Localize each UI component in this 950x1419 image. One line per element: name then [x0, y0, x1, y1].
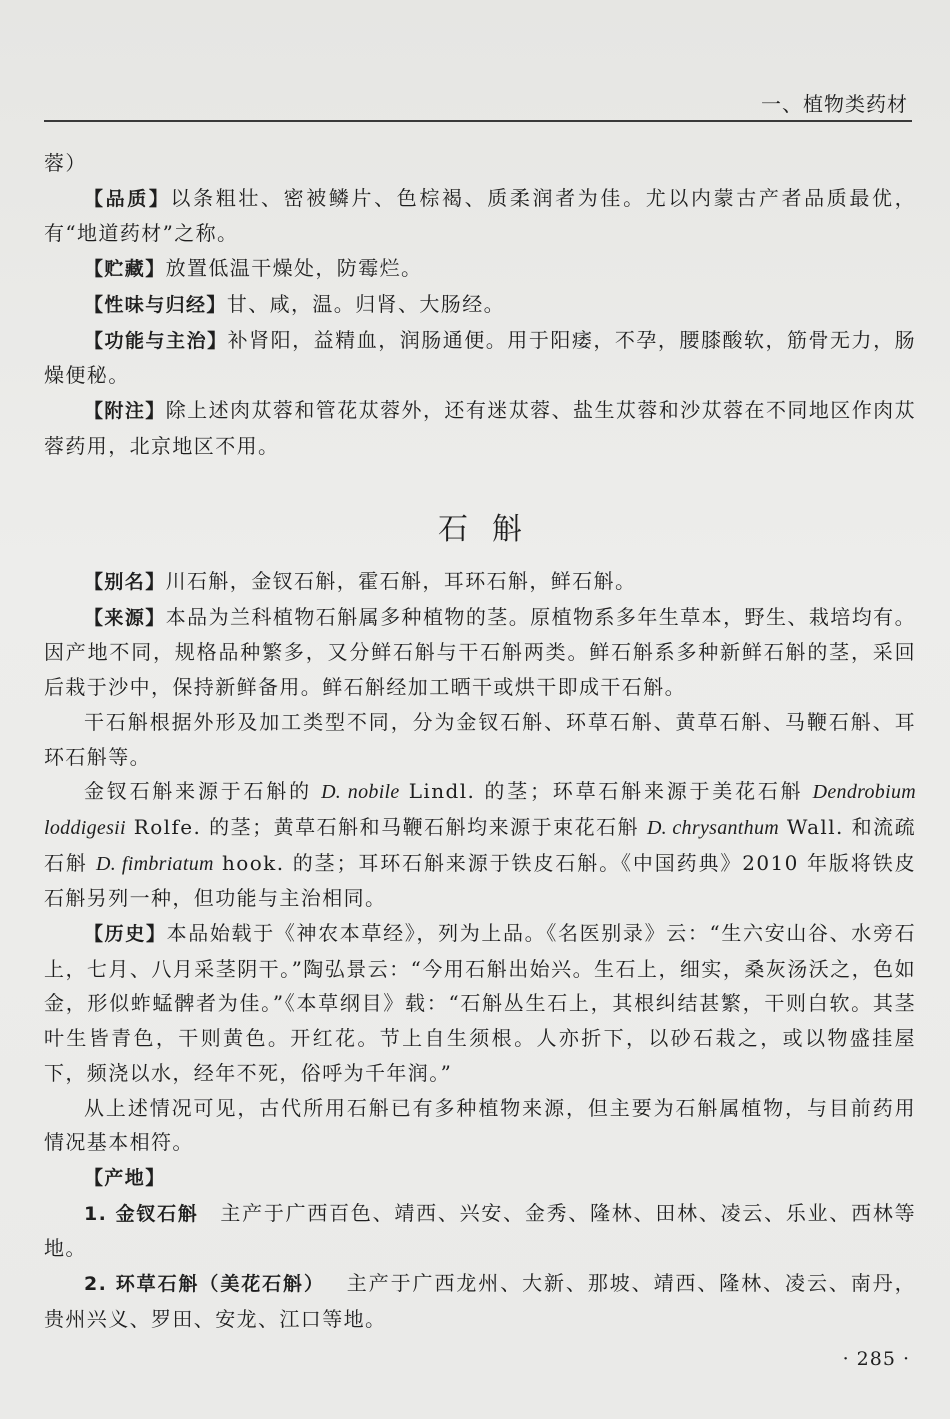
origin-item-label: 2. 环草石斛（美花石斛）	[84, 1273, 325, 1296]
spacer	[44, 463, 916, 498]
origin-item-text: 主产于广西百色、靖西、兴安、金秀、隆林、田林、凌云、乐业、西林等地。	[44, 1200, 916, 1261]
origin-item-label: 1. 金钗石斛	[84, 1202, 199, 1225]
alias-paragraph	[44, 564, 916, 600]
latin-name: D. chrysanthum	[646, 816, 779, 839]
alias-tag: 【别名】	[84, 571, 166, 594]
nature-tag: 【性味与归经】	[84, 293, 227, 316]
note-tag: 【附注】	[84, 399, 166, 422]
page-body	[44, 146, 916, 1336]
function-tag: 【功能与主治】	[84, 329, 228, 352]
note-text: 除上述肉苁蓉和管花苁蓉外，还有迷苁蓉、盐生苁蓉和沙苁蓉在不同地区作肉苁蓉药用，北京地区不用。	[44, 397, 916, 458]
origin-paragraph	[44, 1160, 916, 1196]
storage-tag: 【贮藏】	[84, 258, 166, 281]
history-summary-paragraph: 从上述情况可见，古代所用石斛已有多种植物来源，但主要为石斛属植物，与目前药用情况基本相符。	[44, 1095, 916, 1155]
page-number: · 285 ·	[842, 1348, 910, 1370]
origin-item-2	[44, 1266, 916, 1336]
continued-line: 蓉）	[44, 151, 87, 175]
history-paragraph	[44, 916, 916, 1091]
species-paragraph: 金钗石斛来源于石斛的 D. nobile Lindl. 的茎；环草石斛来源于美花石斛 Dendrobium loddigesii Rolfe. 的茎；黄草石斛和马鞭石斛均来源于束花石斛 D. chrysanthum Wall. 和流疏石斛 D. fimbriatum hook. 的茎；耳环石斛来源于铁皮石斛。《中国药典》2010 年版将铁皮石斛另列一种，但功能与主治相同。	[44, 779, 917, 911]
latin-name: D. fimbriatum	[96, 852, 214, 875]
dry-types-paragraph: 干石斛根据外形及加工类型不同，分为金钗石斛、环草石斛、黄草石斛、马鞭石斛、耳环石斛等。	[44, 709, 916, 769]
quality-paragraph	[44, 181, 916, 251]
source-paragraph	[44, 600, 916, 705]
function-text: 补肾阳，益精血，润肠通便。用于阳痿，不孕，腰膝酸软，筋骨无力，肠燥便秘。	[44, 327, 916, 388]
nature-paragraph	[44, 287, 916, 323]
source-tag: 【来源】	[84, 606, 166, 629]
running-head: 一、植物类药材	[761, 92, 908, 116]
storage-paragraph	[44, 251, 916, 287]
origin-item-text: 主产于广西龙州、大新、那坡、靖西、隆林、凌云、南丹，贵州兴义、罗田、安龙、江口等地。	[44, 1271, 916, 1331]
latin-name: Dendrobium loddigesii	[44, 781, 916, 839]
source-text: 本品为兰科植物石斛属多种植物的茎。原植物系多年生草本，野生、栽培均有。因产地不同，规格品种繁多，又分鲜石斛与干石斛两类。鲜石斛系多种新鲜石斛的茎，采回后栽于沙中，保持新鲜备用。鲜石斛经加工晒干或烘干即成干石斛。	[44, 604, 916, 700]
alias-text: 川石斛，金钗石斛，霍石斛，耳环石斛，鲜石斛。	[165, 569, 637, 594]
origin-tag: 【产地】	[84, 1166, 166, 1189]
header-rule	[44, 120, 912, 122]
storage-text: 放置低温干燥处，防霉烂。	[165, 256, 423, 281]
latin-name: D. nobile	[321, 781, 400, 804]
history-text: 本品始载于《神农本草经》，列为上品。《名医别录》云：“生六安山谷、水旁石上，七月、八月采茎阴干。”陶弘景云：“今用石斛出始兴。生石上，细实，桑灰汤沃之，色如金，形似蚱蜢髀者为佳。”《本草纲目》载：“石斛丛生石上，其根纠结甚繁，干则白软。其茎叶生皆青色，干则黄色。开红花。节上自生须根。人亦折下，以砂石栽之，或以物盛挂屋下，频浇以水，经年不死，俗呼为千年润。”	[44, 921, 916, 1085]
note-paragraph	[44, 393, 916, 463]
function-paragraph	[44, 323, 916, 393]
nature-text: 甘、咸，温。归肾、大肠经。	[226, 291, 506, 316]
origin-item-1	[44, 1196, 916, 1266]
history-tag: 【历史】	[84, 923, 167, 946]
quality-text: 以条粗壮、密被鳞片、色棕褐、质柔润者为佳。尤以内蒙古产者品质最优，有“地道药材”之称。	[44, 185, 916, 246]
quality-tag: 【品质】	[84, 187, 171, 210]
section-title: 石斛	[438, 512, 546, 548]
